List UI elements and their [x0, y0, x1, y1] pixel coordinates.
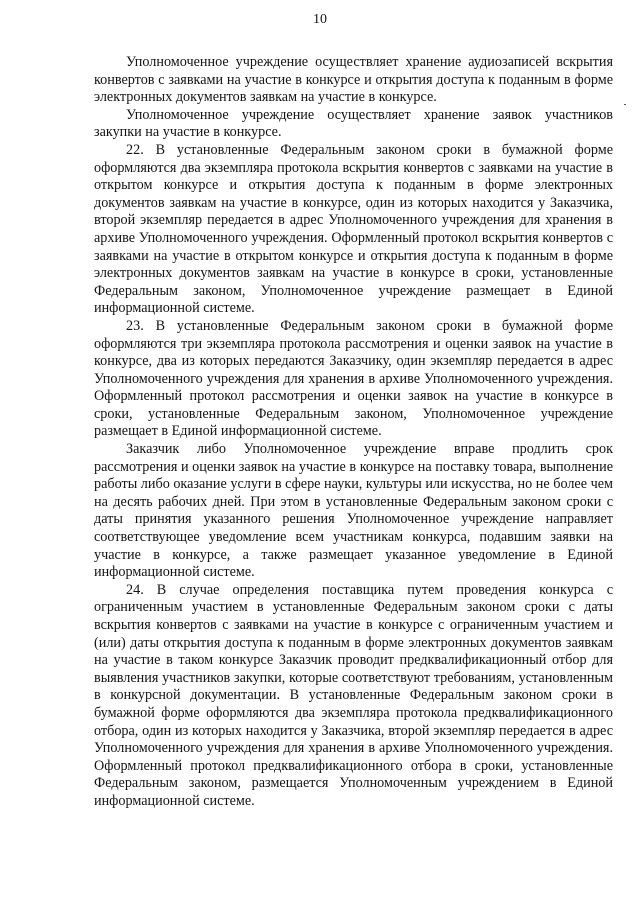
paragraph-clause-22: 22. В установленные Федеральным законом сроки в бумажной форме оформляются два экземпляра протокола вскрытия конвертов с заявками на участие в открытом конкурсе и открытия доступа к поданным в форме электронных документов заявкам на участие в конкурсе, один из которых находится у Заказчика, второй экземпляр передается в адрес Уполномоченного учреждения для хранения в архиве Уполномоченного учреждения. Оформленный протокол вскрытия конвертов с заявками на участие в открытом конкурсе и открытия доступа к поданным в форме электронных документов заявкам на участие в конкурсе в сроки, установленные Федеральным законом, Уполномоченное учреждение размещает в Единой информационной системе.: [94, 141, 613, 317]
document-body: [94, 54, 613, 811]
page-number: 10: [313, 12, 327, 27]
scan-speck: [624, 104, 626, 105]
paragraph-clause-24: 24. В случае определения поставщика путем проведения конкурса с ограниченным участием в установленные Федеральным законом сроки с даты вскрытия конвертов с заявками на участие в конкурсе с ограниченным участием и (или) даты открытия доступа к поданным в форме электронных документов заявкам на участие в таком конкурсе Заказчик проводит предквалификационный отбор для выявления участников закупки, которые соответствуют требованиям, установленным в конкурсной документации. В установленные Федеральным законом сроки в бумажной форме оформляются два экземпляра протокола предквалификационного отбора, один из которых находится у Заказчика, второй экземпляр передается в адрес Уполномоченного учреждения для хранения в архиве Уполномоченного учреждения. Оформленный протокол предквалификационного отбора в сроки, установленные Федеральным законом, размещается Уполномоченным учреждением в Единой информационной системе.: [94, 581, 613, 809]
paragraph-clause-23: 23. В установленные Федеральным законом сроки в бумажной форме оформляются три экземпляра протокола рассмотрения и оценки заявок на участие в конкурсе, два из которых передаются Заказчику, один экземпляр передается в адрес Уполномоченного учреждения для хранения в архиве Уполномоченного учреждения. Оформленный протокол рассмотрения и оценки заявок на участие в конкурсе в сроки, установленные Федеральным законом, Уполномоченное учреждение размещает в Единой информационной системе.: [94, 317, 613, 440]
paragraph-audio-storage: Уполномоченное учреждение осуществляет хранение аудиозаписей вскрытия конвертов с заявками на участие в конкурсе и открытия доступа к поданным в форме электронных документов заявкам на участие в конкурсе.: [94, 54, 613, 106]
paragraph-bid-storage: Уполномоченное учреждение осуществляет хранение заявок участников закупки на участие в конкурсе.: [94, 106, 613, 141]
paragraph-review-extension: Заказчик либо Уполномоченное учреждение вправе продлить срок рассмотрения и оценки заявок на участие в конкурсе на поставку товара, выполнение работы либо оказание услуги в сфере науки, культуры или искусства, но не более чем на десять рабочих дней. При этом в установленные Федеральным законом сроки с даты принятия указанного решения Уполномоченное учреждение направляет соответствующее уведомление всем участникам конкурса, подавшим заявки на участие в конкурсе, а также размещает указанное уведомление в Единой информационной системе.: [94, 441, 613, 581]
